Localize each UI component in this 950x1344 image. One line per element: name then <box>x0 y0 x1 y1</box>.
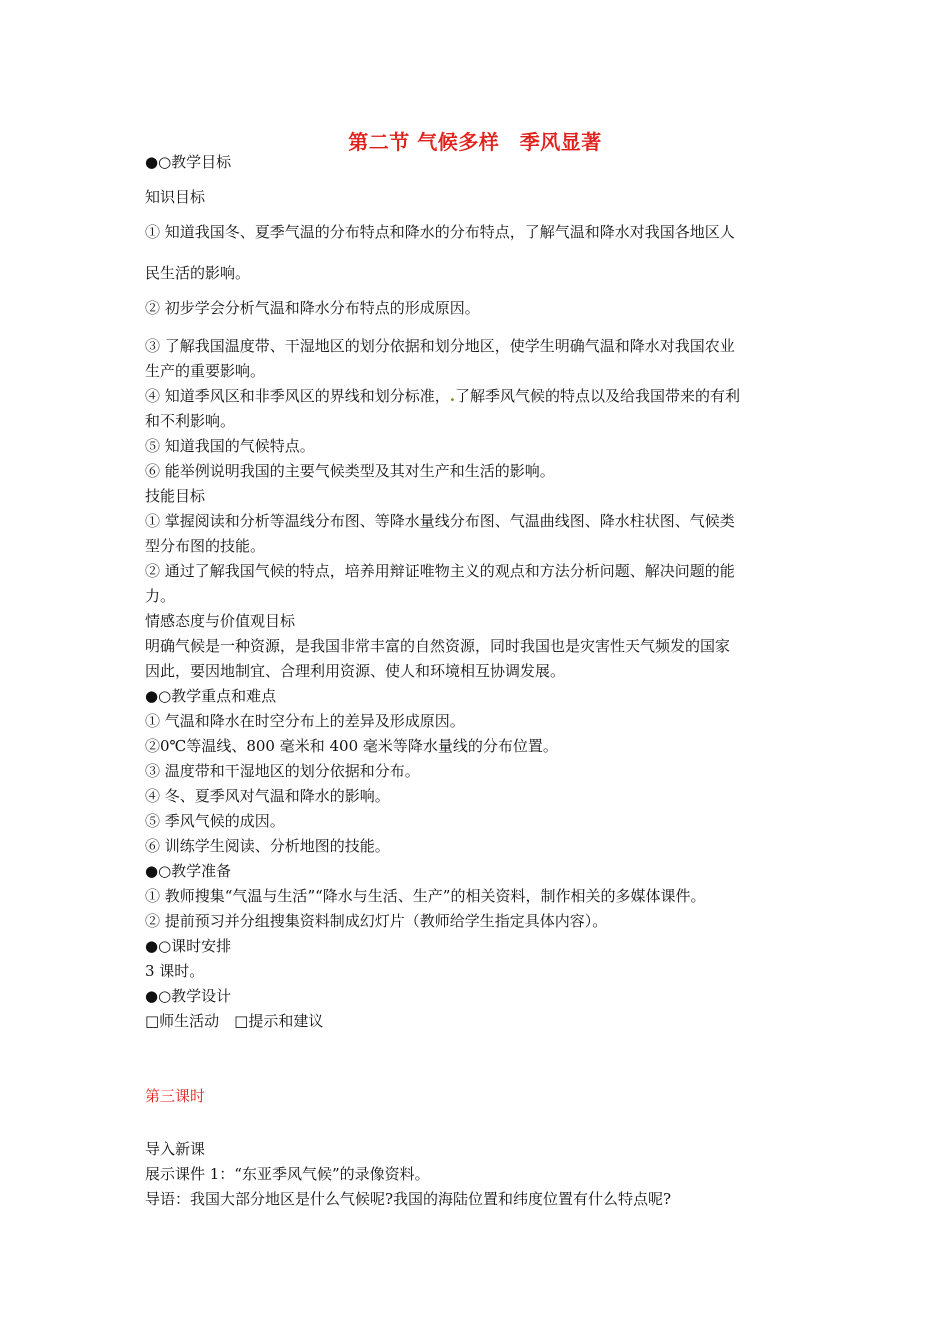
design-legend: □师生活动 □提示和建议 <box>145 1012 324 1030</box>
prep-item-1: ① 教师搜集“气温与生活”“降水与生活、生产”的相关资料，制作相关的多媒体课件。 <box>145 887 706 905</box>
skills-heading: 技能目标 <box>145 487 206 505</box>
keypoint-item-4: ④ 冬、夏季风对气温和降水的影响。 <box>145 787 390 805</box>
lesson-heading: 第三课时 <box>145 1087 206 1105</box>
keypoint-item-3: ③ 温度带和干湿地区的划分依据和分布。 <box>145 762 420 780</box>
skills-item-2b: 力。 <box>145 587 176 605</box>
attitude-item-1: 明确气候是一种资源，是我国非常丰富的自然资源，同时我国也是灾害性天气频发的国家 <box>145 637 731 655</box>
goals-heading: ●○教学目标 <box>145 153 232 171</box>
attitude-heading: 情感态度与价值观目标 <box>145 612 296 630</box>
schedule-heading: ●○课时安排 <box>145 937 232 955</box>
keypoints-heading: ●○教学重点和难点 <box>145 687 277 705</box>
intro-item-2: 导语：我国大部分地区是什么气候呢?我国的海陆位置和纬度位置有什么特点呢? <box>145 1190 672 1208</box>
intro-item-1: 展示课件 1：“东亚季风气候”的录像资料。 <box>145 1165 430 1183</box>
knowledge-item-3b: 生产的重要影响。 <box>145 362 266 380</box>
keypoint-item-6: ⑥ 训练学生阅读、分析地图的技能。 <box>145 837 390 855</box>
knowledge-item-3a: ③ 了解我国温度带、干湿地区的划分依据和划分地区，使学生明确气温和降水对我国农业 <box>145 337 735 355</box>
knowledge-item-4a-pre: ④ 知道季风区和非季风区的界线和划分标准， <box>145 387 450 405</box>
document-body <box>145 150 815 1212</box>
knowledge-item-4a-post: 了解季风气候的特点以及给我国带来的有利 <box>455 387 741 405</box>
knowledge-item-1a: ① 知道我国冬、夏季气温的分布特点和降水的分布特点，了解气温和降水对我国各地区人 <box>145 223 735 241</box>
schedule-value: 3 课时。 <box>145 962 205 980</box>
skills-item-1a: ① 掌握阅读和分析等温线分布图、等降水量线分布图、气温曲线图、降水柱状图、气候类 <box>145 512 735 530</box>
prep-item-2: ② 提前预习并分组搜集资料制成幻灯片（教师给学生指定具体内容）。 <box>145 912 608 930</box>
page-title: 第二节 气候多样 季风显著 <box>348 130 602 154</box>
green-dot-mark: . <box>449 387 456 405</box>
skills-item-2a: ② 通过了解我国气候的特点，培养用辩证唯物主义的观点和方法分析问题、解决问题的能 <box>145 562 735 580</box>
knowledge-item-4b: 和不利影响。 <box>145 412 236 430</box>
keypoint-item-5: ⑤ 季风气候的成因。 <box>145 812 285 830</box>
design-heading: ●○教学设计 <box>145 987 232 1005</box>
knowledge-item-4a <box>145 384 815 409</box>
keypoint-item-2: ②0℃等温线、800 毫米和 400 毫米等降水量线的分布位置。 <box>145 737 558 755</box>
knowledge-item-5: ⑤ 知道我国的气候特点。 <box>145 437 315 455</box>
knowledge-heading: 知识目标 <box>145 188 206 206</box>
skills-item-1b: 型分布图的技能。 <box>145 537 266 555</box>
keypoint-item-1: ① 气温和降水在时空分布上的差异及形成原因。 <box>145 712 465 730</box>
intro-heading: 导入新课 <box>145 1140 206 1158</box>
attitude-item-2: 因此，要因地制宜、合理利用资源、使人和环境相互协调发展。 <box>145 662 566 680</box>
prep-heading: ●○教学准备 <box>145 862 232 880</box>
knowledge-item-6: ⑥ 能举例说明我国的主要气候类型及其对生产和生活的影响。 <box>145 462 555 480</box>
knowledge-item-2: ② 初步学会分析气温和降水分布特点的形成原因。 <box>145 299 480 317</box>
knowledge-item-1b: 民生活的影响。 <box>145 264 251 282</box>
